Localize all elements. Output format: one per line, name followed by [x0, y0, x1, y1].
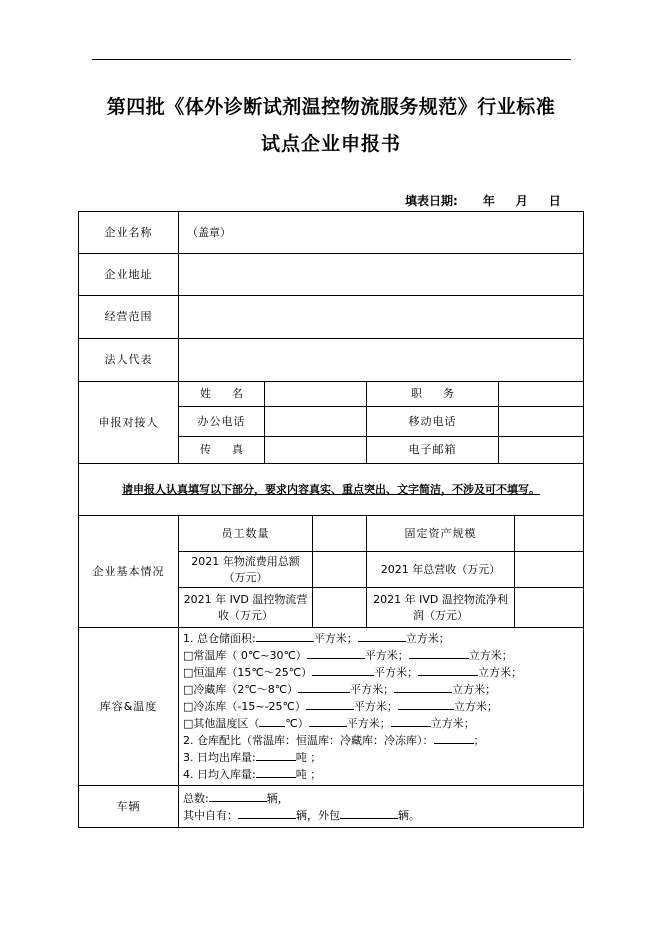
cold-volume-blank[interactable] — [394, 681, 452, 693]
storage-line-frozen: □冷冻库（-15~-25℃） 平方米； 立方米； — [183, 700, 498, 713]
vehicles-details — [179, 786, 584, 828]
row-contact-name — [79, 382, 584, 407]
contact-title-label: 职 务 — [367, 382, 499, 407]
own-vehicles-blank[interactable] — [238, 807, 296, 819]
normal-volume-blank[interactable] — [409, 647, 469, 659]
fill-date-label: 填表日期: — [405, 194, 458, 208]
total-revenue-field[interactable] — [515, 552, 584, 588]
mobile-field[interactable] — [499, 407, 584, 437]
email-field[interactable] — [499, 437, 584, 464]
total-area-blank[interactable] — [256, 630, 314, 642]
business-scope-label: 经营范围 — [79, 296, 179, 339]
frozen-volume-blank[interactable] — [398, 698, 454, 710]
page-title: 第四批《体外诊断试剂温控物流服务规范》行业标准 — [106, 96, 556, 118]
other-temp-blank[interactable] — [259, 715, 285, 727]
business-scope-field[interactable] — [179, 296, 584, 339]
storage-line-daily-out: 3. 日均出库量: 吨 ； — [183, 751, 322, 764]
legal-rep-field[interactable] — [179, 339, 584, 382]
constant-volume-blank[interactable] — [418, 664, 478, 676]
row-vehicles — [79, 786, 584, 828]
company-address-field[interactable] — [179, 254, 584, 296]
fill-date-month: 月 — [515, 194, 528, 208]
ratio-blank[interactable] — [434, 732, 474, 744]
vehicles-section-label: 车辆 — [79, 786, 179, 828]
row-business-scope — [79, 296, 584, 339]
storage-line-cold: □冷藏库（2℃～8℃） 平方米； 立方米； — [183, 683, 497, 696]
employees-field[interactable] — [313, 516, 367, 552]
row-company-name — [79, 212, 584, 254]
other-area-blank[interactable] — [309, 715, 347, 727]
total-volume-blank[interactable] — [358, 630, 406, 642]
contact-name-label: 姓 名 — [179, 382, 265, 407]
outsourced-vehicles-blank[interactable] — [340, 807, 398, 819]
row-company-address — [79, 254, 584, 296]
contact-section-label: 申报对接人 — [79, 382, 179, 464]
mobile-label: 移动电话 — [367, 407, 499, 437]
row-notice — [79, 464, 584, 516]
fax-field[interactable] — [265, 437, 367, 464]
company-name-label: 企业名称 — [79, 212, 179, 254]
email-label: 电子邮箱 — [367, 437, 499, 464]
seal-note: （盖章） — [187, 225, 231, 239]
storage-line-normal: □常温库（ 0℃~30℃） 平方米； 立方米； — [183, 649, 513, 662]
contact-name-field[interactable] — [265, 382, 367, 407]
cold-area-blank[interactable] — [298, 681, 350, 693]
office-phone-label: 办公电话 — [179, 407, 265, 437]
row-storage — [79, 628, 584, 786]
fixed-assets-field[interactable] — [515, 516, 584, 552]
storage-details — [179, 628, 584, 786]
storage-line-daily-in: 4. 日均入库量: 吨 ； — [183, 768, 322, 781]
legal-rep-label: 法人代表 — [79, 339, 179, 382]
application-form — [78, 211, 584, 828]
fixed-assets-label: 固定资产规模 — [367, 516, 515, 552]
frozen-area-blank[interactable] — [306, 698, 354, 710]
contact-title-field[interactable] — [499, 382, 584, 407]
ivd-revenue-label: 2021 年 IVD 温控物流营收（万元） — [179, 588, 313, 628]
vehicles-line-total: 总数: 辆， — [183, 791, 289, 805]
row-legal-rep — [79, 339, 584, 382]
normal-area-blank[interactable] — [307, 647, 365, 659]
storage-line-total: 1. 总仓储面积: 平方米； 立方米； — [183, 632, 450, 645]
ivd-profit-field[interactable] — [515, 588, 584, 628]
basic-section-label: 企业基本情况 — [79, 516, 179, 628]
storage-section-label: 库容&温度 — [79, 628, 179, 786]
constant-area-blank[interactable] — [312, 664, 374, 676]
fill-date — [405, 192, 561, 209]
company-name-field[interactable] — [179, 212, 584, 254]
header-rule — [92, 59, 571, 60]
total-revenue-label: 2021 年总营收（万元） — [367, 552, 515, 588]
fill-notice: 请申报人认真填写以下部分，要求内容真实、重点突出、文字简洁，不涉及可不填写。 — [79, 464, 584, 516]
ivd-profit-label: 2021 年 IVD 温控物流净利润（万元） — [367, 588, 515, 628]
fill-date-day: 日 — [548, 194, 561, 208]
storage-line-other: □其他温度区（ ℃） 平方米； 立方米； — [183, 717, 475, 730]
other-volume-blank[interactable] — [391, 715, 431, 727]
daily-in-blank[interactable] — [256, 766, 296, 778]
page-subtitle: 试点企业申报书 — [260, 133, 401, 155]
storage-line-ratio: 2. 仓库配比（常温库：恒温库：冷藏库：冷冻库）： ； — [183, 734, 485, 747]
logistics-cost-field[interactable] — [313, 552, 367, 588]
fax-label: 传 真 — [179, 437, 265, 464]
total-vehicles-blank[interactable] — [209, 790, 267, 802]
ivd-revenue-field[interactable] — [313, 588, 367, 628]
row-employees — [79, 516, 584, 552]
vehicles-line-own: 其中自有： 辆，外包 辆。 — [183, 808, 420, 822]
logistics-cost-label: 2021 年物流费用总额（万元） — [179, 552, 313, 588]
company-address-label: 企业地址 — [79, 254, 179, 296]
fill-date-year: 年 — [482, 194, 495, 208]
daily-out-blank[interactable] — [256, 749, 296, 761]
office-phone-field[interactable] — [265, 407, 367, 437]
storage-line-constant: □恒温库（15℃～25℃） 平方米； 立方米； — [183, 666, 523, 679]
employees-label: 员工数量 — [179, 516, 313, 552]
